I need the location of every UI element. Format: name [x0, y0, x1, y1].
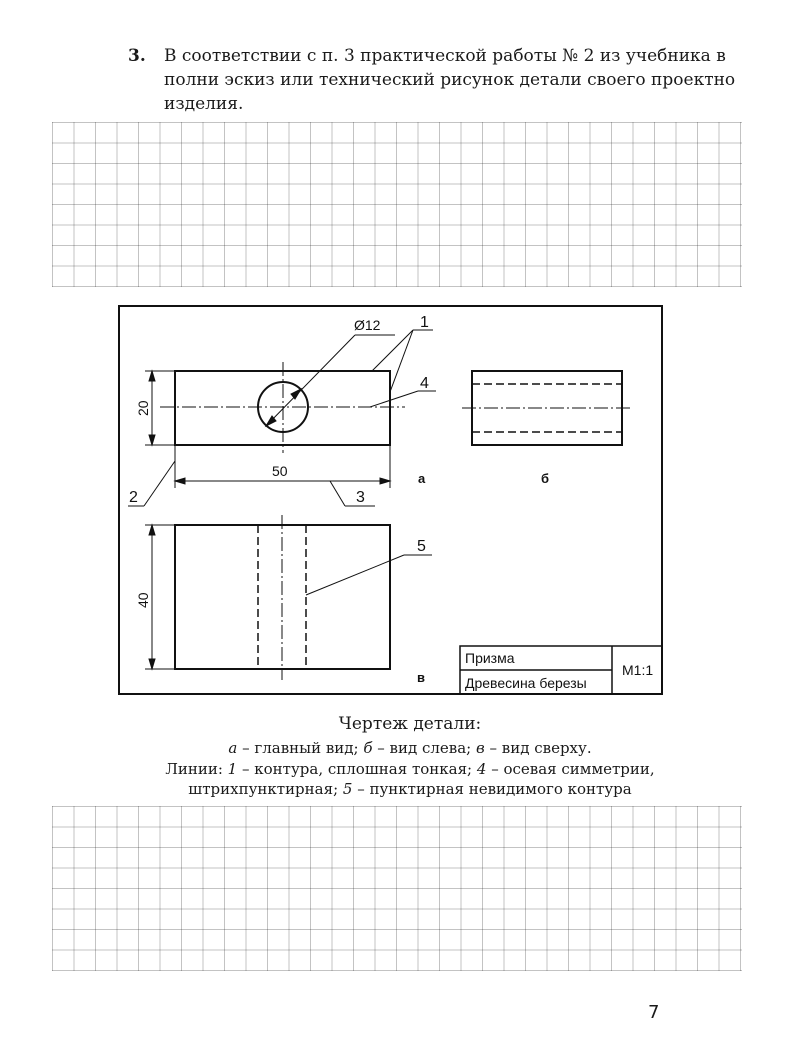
view-label-a: а	[418, 471, 426, 486]
callout-1: 1	[420, 314, 429, 331]
callout-2: 2	[129, 489, 138, 506]
caption-title: Чертеж детали:	[338, 714, 482, 734]
title-scale: М1:1	[622, 662, 654, 678]
view-label-b: б	[541, 471, 550, 486]
title-material: Древесина березы	[465, 675, 587, 691]
caption-lines-cont-text: штрихпунктирная;	[188, 780, 343, 798]
view-label-v: в	[417, 670, 425, 685]
caption-line-5-text: – пунктирная невидимого контура	[352, 780, 632, 798]
grid-area-bottom[interactable]	[52, 806, 742, 971]
diameter-label: Ø12	[354, 317, 381, 333]
task-text: В соответствии с п. 3 практической работы № 2 из учебника в полни эскиз или технический рисунок детали своего проектно изделия.	[164, 46, 736, 114]
caption-lines-prefix: Линии:	[165, 760, 228, 778]
dim-depth-label: 40	[135, 592, 151, 608]
caption-view-a: а	[228, 739, 238, 757]
caption-view-a-text: – главный вид;	[237, 739, 364, 757]
caption-view-b-text: – вид слева;	[372, 739, 476, 757]
caption-lines	[110, 758, 710, 780]
caption-view-b: б	[363, 739, 373, 757]
caption-view-v-text: – вид сверху.	[484, 739, 592, 757]
caption-line-1: 1	[227, 760, 238, 778]
dim-height-label: 20	[135, 400, 151, 416]
caption-line-4: 4	[476, 760, 487, 778]
caption-line-5: 5	[342, 780, 353, 798]
task-number: 3.	[128, 46, 146, 66]
callout-5: 5	[417, 538, 426, 555]
dim-width-label: 50	[272, 463, 288, 479]
callout-4: 4	[420, 375, 429, 392]
callout-3: 3	[356, 489, 365, 506]
caption-line-1-text: – контура, сплошная тонкая;	[237, 760, 477, 778]
page-number: 7	[648, 1002, 660, 1023]
caption-views	[110, 737, 710, 759]
caption-line-4-text: – осевая симметрии,	[486, 760, 655, 778]
caption-lines-cont	[110, 778, 710, 800]
caption-view-v: в	[476, 739, 485, 757]
title-name: Призма	[465, 650, 515, 666]
